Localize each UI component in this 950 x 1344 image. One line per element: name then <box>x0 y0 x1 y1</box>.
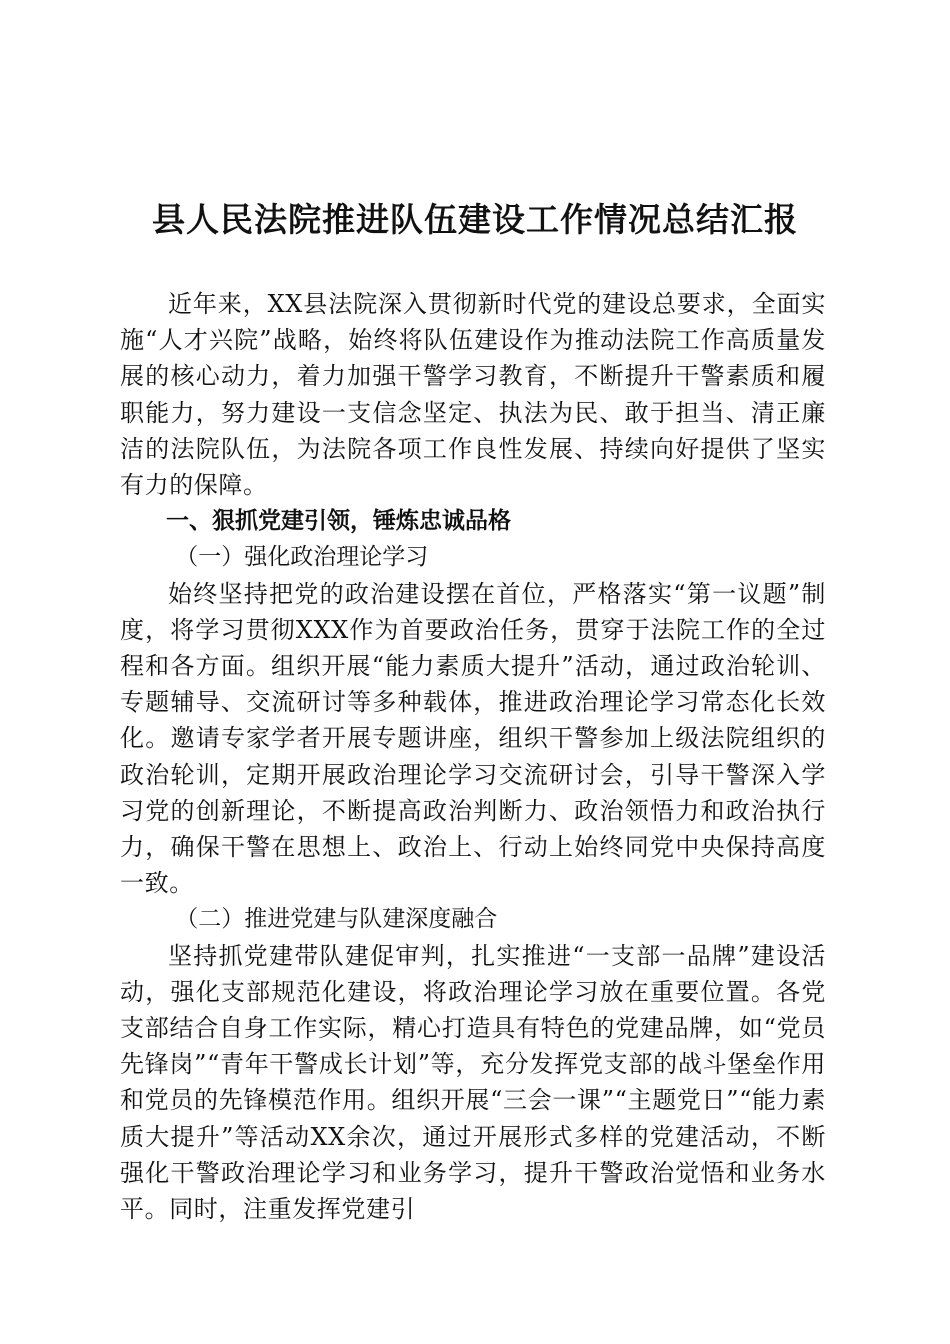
intro-paragraph: 近年来，XX县法院深入贯彻新时代党的建设总要求，全面实施“人才兴院”战略，始终将队伍建设作为推动法院工作高质量发展的核心动力，着力加强干警学习教育，不断提升干警素质和履职能力，努力建设一支信念坚定、执法为民、敢于担当、清正廉洁的法院队伍，为法院各项工作良性发展、持续向好提供了坚实有力的保障。 <box>120 290 826 500</box>
section-heading-1: 一、狠抓党建引领，锤炼忠诚品格 <box>166 508 511 535</box>
subsection-heading-2: （二）推进党建与队建深度融合 <box>175 906 498 933</box>
subsection-heading-1: （一）强化政治理论学习 <box>175 544 429 571</box>
subsection-1-paragraph: 始终坚持把党的政治建设摆在首位，严格落实“第一议题”制度，将学习贯彻XXX作为首要政治任务，贯穿于法院工作的全过程和各方面。组织开展“能力素质大提升”活动，通过政治轮训、专题辅导、交流研讨等多种载体，推进政治理论学习常态化长效化。邀请专家学者开展专题讲座，组织干警参加上级法院组织的政治轮训，定期开展政治理论学习交流研讨会，引导干警深入学习党的创新理论，不断提高政治判断力、政治领悟力和政治执行力，确保干警在思想上、政治上、行动上始终同党中央保持高度一致。 <box>120 579 826 898</box>
subsection-2-paragraph: 坚持抓党建带队建促审判，扎实推进“一支部一品牌”建设活动，强化支部规范化建设，将政治理论学习放在重要位置。各党支部结合自身工作实际，精心打造具有特色的党建品牌，如“党员先锋岗”“青年干警成长计划”等，充分发挥党支部的战斗堡垒作用和党员的先锋模范作用。组织开展“三会一课”“主题党日”“能力素质大提升”等活动XX余次，通过开展形式多样的党建活动，不断强化干警政治理论学习和业务学习，提升干警政治觉悟和业务水平。同时，注重发挥党建引 <box>120 941 826 1224</box>
document-body <box>120 286 826 1227</box>
document-title: 县人民法院推进队伍建设工作情况总结汇报 <box>152 200 798 239</box>
